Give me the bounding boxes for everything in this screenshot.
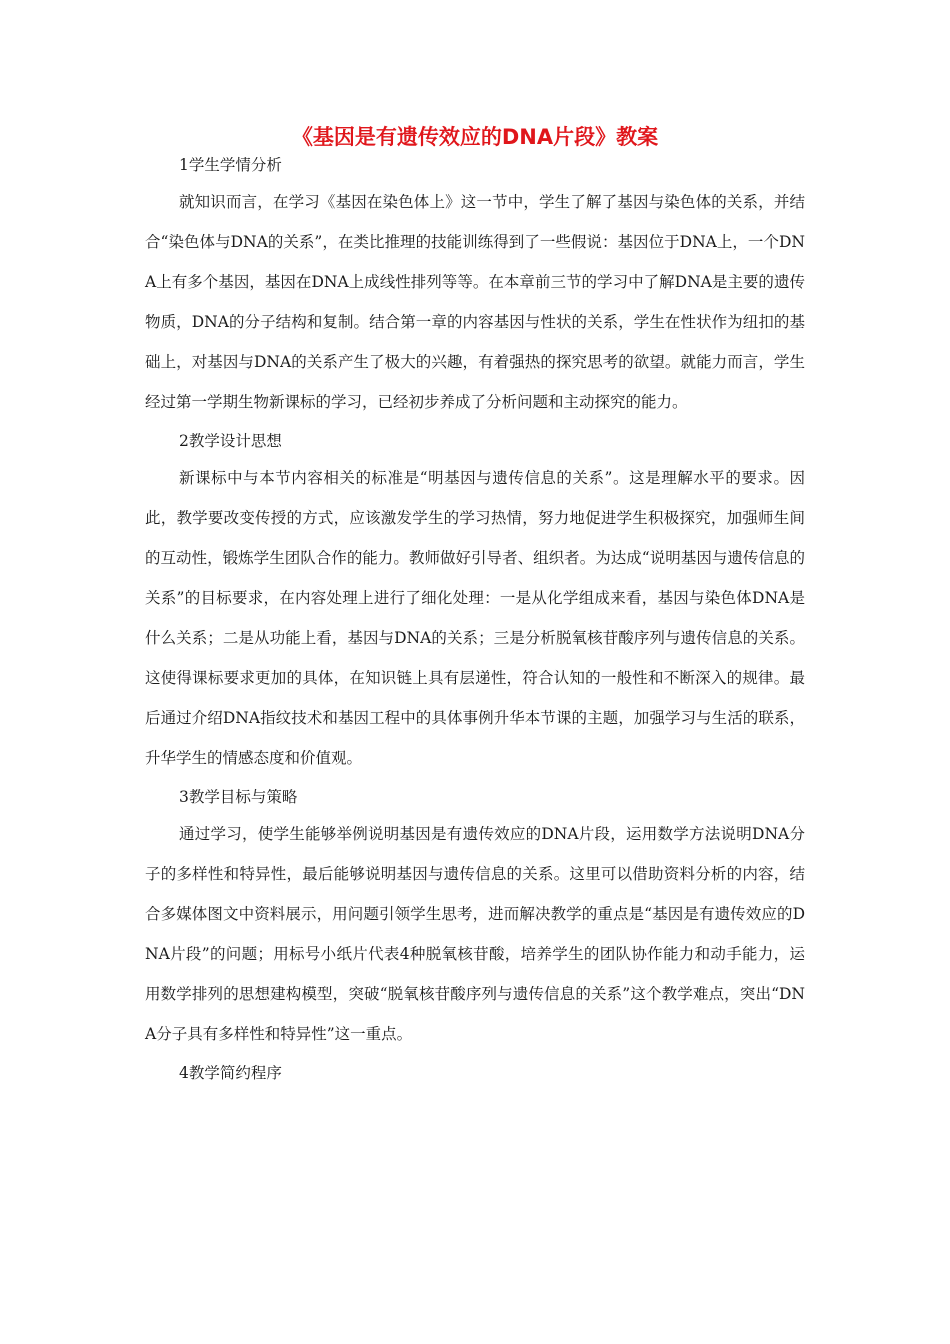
section-goals-strategy <box>145 782 805 1058</box>
section-paragraph: 新课标中与本节内容相关的标准是“明基因与遗传信息的关系”。这是理解水平的要求。因此，教学要改变传授的方式，应该激发学生的学习热情，努力地促进学生积极探究，加强师生间的互动性，锻炼学生团队合作的能力。教师做好引导者、组织者。为达成“说明基因与遗传信息的关系”的目标要求，在内容处理上进行了细化处理：一是从化学组成来看，基因与染色体DNA是什么关系；二是从功能上看，基因与DNA的关系；三是分析脱氧核苷酸序列与遗传信息的关系。这使得课标要求更加的具体，在知识链上具有层递性，符合认知的一般性和不断深入的规律。最后通过介绍DNA指纹技术和基因工程中的具体事例升华本节课的主题，加强学习与生活的联系，升华学生的情感态度和价值观。 <box>145 469 805 767</box>
section-heading: 4教学简约程序 <box>179 1064 282 1082</box>
section-design-idea <box>145 426 805 782</box>
section-heading: 3教学目标与策略 <box>179 788 298 806</box>
section-student-analysis <box>145 150 805 426</box>
section-teaching-procedure <box>145 1058 805 1090</box>
section-paragraph: 通过学习，使学生能够举例说明基因是有遗传效应的DNA片段，运用数学方法说明DNA分子的多样性和特异性，最后能够说明基因与遗传信息的关系。这里可以借助资料分析的内容，结合多媒体图文中资料展示，用问题引领学生思考，进而解决教学的重点是“基因是有遗传效应的DNA片段”的问题；用标号小纸片代表4种脱氧核苷酸，培养学生的团队协作能力和动手能力，运用数学排列的思想建构模型，突破“脱氧核苷酸序列与遗传信息的关系”这个教学难点，突出“DNA分子具有多样性和特异性”这一重点。 <box>145 825 805 1043</box>
document-title: 《基因是有遗传效应的DNA片段》教案 <box>291 125 659 149</box>
section-heading: 1学生学情分析 <box>179 156 282 174</box>
section-paragraph: 就知识而言，在学习《基因在染色体上》这一节中，学生了解了基因与染色体的关系，并结合“染色体与DNA的关系”，在类比推理的技能训练得到了一些假说：基因位于DNA上，一个DNA上有多个基因，基因在DNA上成线性排列等等。在本章前三节的学习中了解DNA是主要的遗传物质，DNA的分子结构和复制。结合第一章的内容基因与性状的关系，学生在性状作为纽扣的基础上，对基因与DNA的关系产生了极大的兴趣，有着强热的探究思考的欲望。就能力而言，学生经过第一学期生物新课标的学习，已经初步养成了分析问题和主动探究的能力。 <box>145 193 805 411</box>
section-heading: 2教学设计思想 <box>179 432 282 450</box>
document-body <box>145 150 805 1090</box>
